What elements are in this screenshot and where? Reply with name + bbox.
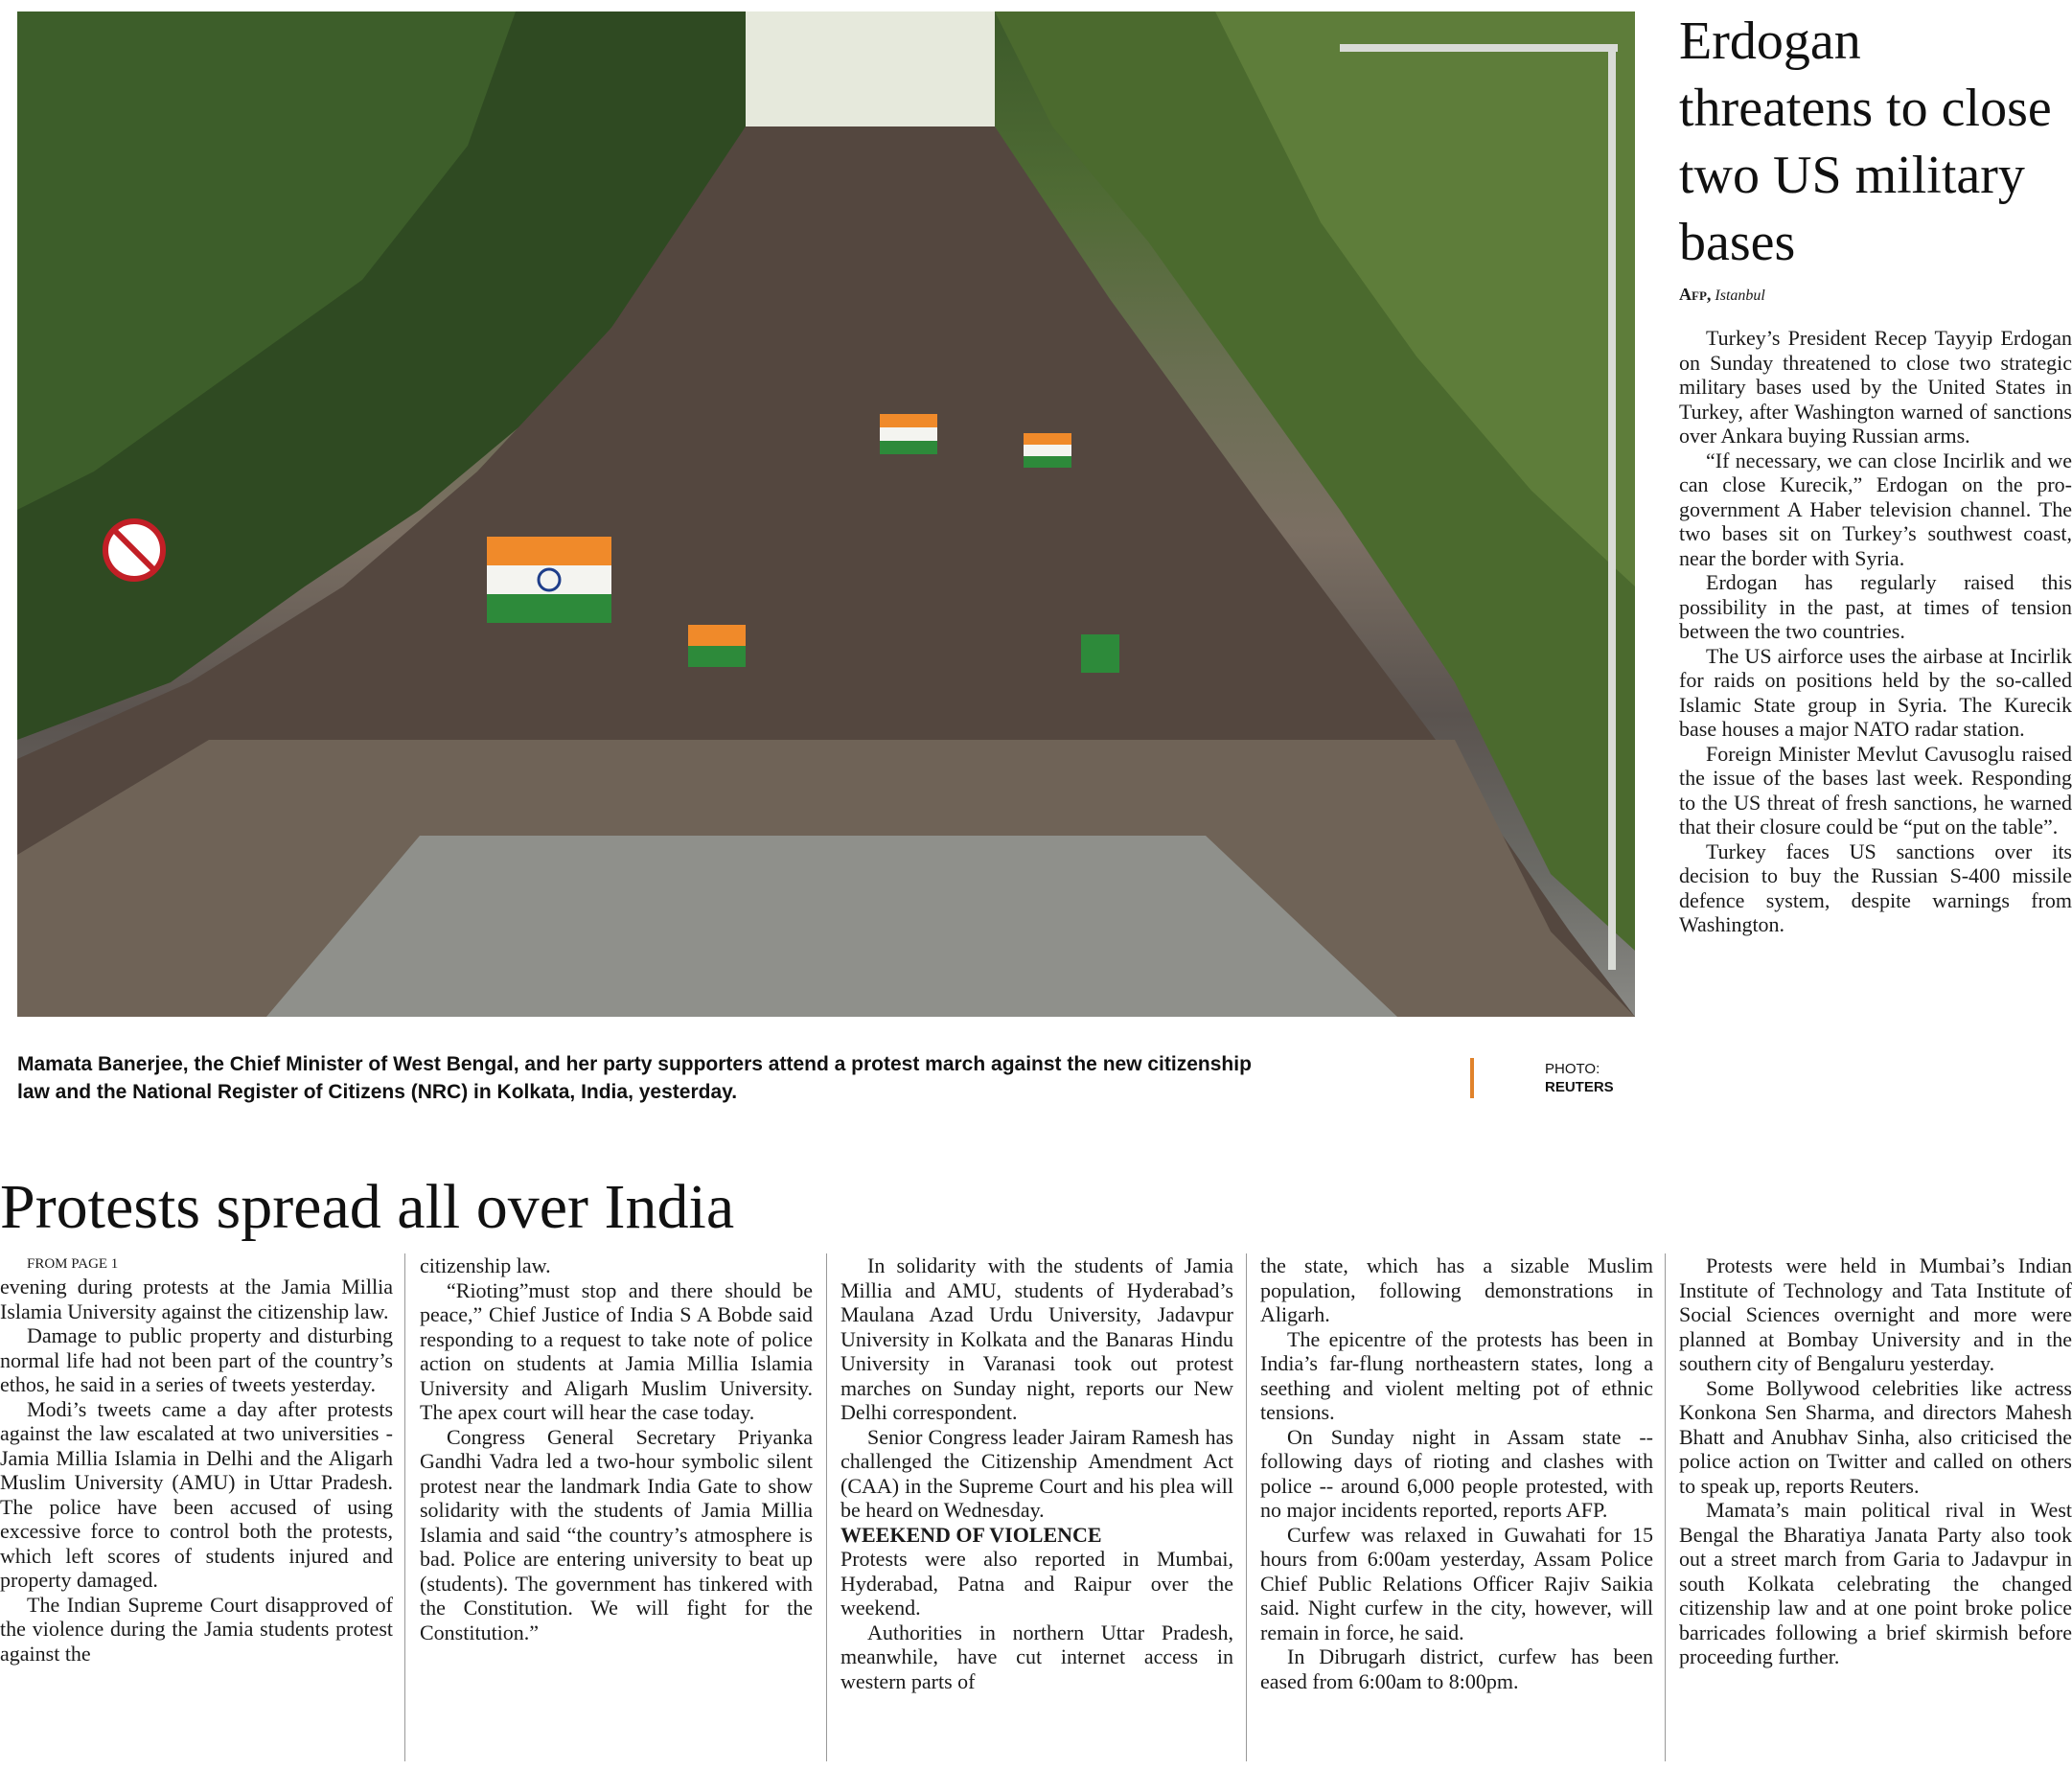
article-paragraph: Damage to public property and disturbing normal life had not been part of the country’s ethos, he said in a series of tweets yesterday. <box>0 1323 393 1396</box>
column-divider <box>1665 1253 1666 1761</box>
article-paragraph: The epicentre of the protests has been in India’s far-flung northeastern states, long a seething and violent melting pot of ethnic tensions. <box>1260 1326 1653 1424</box>
article-paragraph: Congress General Secretary Priyanka Gandhi Vadra led a two-hour symbolic silent protest near the landmark India Gate to show solidarity with the students of Jamia Millia Islamia and said “the country’s atmosphere is bad. Police are entering university to beat up (students). The government has tinkered with the Constitution. We will fight for the Constitution.” <box>420 1424 813 1644</box>
byline-agency: Afp, <box>1679 285 1712 304</box>
article-paragraph: Senior Congress leader Jairam Ramesh has challenged the Citizenship Amendment Act (CAA) in the Supreme Court and his plea will be heard on Wednesday. <box>840 1424 1233 1522</box>
article-subhead: WEEKEND OF VIOLENCE <box>840 1522 1102 1547</box>
main-story-column-2 <box>420 1253 813 1644</box>
side-story-headline: Erdogan threatens to close two US military bases <box>1679 11 2052 272</box>
article-paragraph: Authorities in northern Uttar Pradesh, meanwhile, have cut internet access in western parts of <box>840 1620 1233 1693</box>
article-paragraph: “Rioting”must stop and there should be peace,” Chief Justice of India S A Bobde said responding to a request to take note of police action on students at Jamia Millia Islamia University and Aligarh Muslim University. The apex court will hear the case today. <box>420 1277 813 1424</box>
side-story-paragraph: Foreign Minister Mevlut Cavusoglu raised the issue of the bases last week. Responding to the US threat of fresh sanctions, he warned that their closure could be “put on the table”. <box>1679 741 2072 839</box>
article-paragraph: Curfew was relaxed in Guwahati for 15 hours from 6:00am yesterday, Assam Police Chief Public Relations Officer Rajiv Saikia said. Night curfew in the city, however, will remain in force, he said. <box>1260 1522 1653 1644</box>
column-divider <box>1246 1253 1247 1761</box>
main-story-column-4 <box>1260 1253 1653 1693</box>
main-story-column-5 <box>1679 1253 2072 1669</box>
column-divider <box>826 1253 827 1761</box>
article-paragraph: citizenship law. <box>420 1253 551 1277</box>
article-paragraph: Modi’s tweets came a day after protests against the law escalated at two universities - Jamia Millia Islamia in Delhi and the Aligarh Muslim University (AMU) in Uttar Pradesh. The police have been accused of using excessive force to control both the protests, which left scores of students injured and property damaged. <box>0 1396 393 1592</box>
article-paragraph: Protests were also reported in Mumbai, Hyderabad, Patna and Raipur over the weekend. <box>840 1547 1233 1620</box>
article-paragraph: Some Bollywood celebrities like actress Konkona Sen Sharma, and directors Mahesh Bhatt and Anubhav Sinha, also criticised the police action on Twitter and called on others to speak up, reports Reuters. <box>1679 1375 2072 1498</box>
side-story-paragraph: The US airforce uses the airbase at Incirlik for raids on positions held by the so-called Islamic State group in Syria. The Kurecik base houses a major NATO radar station. <box>1679 643 2072 741</box>
credit-divider <box>1470 1058 1474 1098</box>
side-story-body <box>1679 326 2072 937</box>
article-paragraph: The Indian Supreme Court disapproved of the violence during the Jamia students protest against the <box>0 1592 393 1666</box>
byline-location: Istanbul <box>1715 287 1765 304</box>
photo-credit-label: PHOTO: <box>1545 1061 1600 1077</box>
main-story-headline: Protests spread all over India <box>0 1172 735 1242</box>
side-story-paragraph: Turkey faces US sanctions over its decision to buy the Russian S-400 missile defence system, despite warnings from Washington. <box>1679 839 2072 936</box>
side-story-paragraph: “If necessary, we can close Incirlik and we can close Kurecik,” Erdogan on the pro-government A Haber television channel. The two bases sit on Turkey’s southwest coast, near the border with Syria. <box>1679 448 2072 570</box>
protest-march-photo <box>17 11 1635 1017</box>
photo-caption: Mamata Banerjee, the Chief Minister of West Bengal, and her party supporters attend a protest march against the new citizenship law and the National Register of Citizens (NRC) in Kolkata, India, yesterday. <box>17 1053 1252 1103</box>
main-story-column-1 <box>0 1253 393 1666</box>
side-story-paragraph: Turkey’s President Recep Tayyip Erdogan on Sunday threatened to close two strategic military bases used by the United States in Turkey, after Washington warned of sanctions over Ankara buying Russian arms. <box>1679 326 2072 448</box>
side-story-byline <box>1679 285 1765 305</box>
column-divider <box>404 1253 405 1761</box>
photo-illustration <box>17 11 1635 1017</box>
article-paragraph: Mamata’s main political rival in West Bengal the Bharatiya Janata Party also took out a street march from Garia to Jadavpur in south Kolkata celebrating the changed citizenship law and at one point broke police barricades following a brief skirmish before proceeding further. <box>1679 1498 2072 1668</box>
side-story-paragraph: Erdogan has regularly raised this possibility in the past, at times of tension between the two countries. <box>1679 570 2072 643</box>
from-page-label: FROM PAGE 1 <box>27 1256 119 1272</box>
article-paragraph: On Sunday night in Assam state -- following days of rioting and clashes with police -- around 6,000 people protested, with no major incidents reported, reports AFP. <box>1260 1424 1653 1522</box>
photo-credit <box>1545 1060 1614 1096</box>
article-paragraph: the state, which has a sizable Muslim population, following demonstrations in Aligarh. <box>1260 1253 1653 1326</box>
article-paragraph: evening during protests at the Jamia Millia Islamia University against the citizenship law. <box>0 1275 393 1323</box>
photo-credit-source: REUTERS <box>1545 1079 1614 1095</box>
article-paragraph: In solidarity with the students of Jamia Millia and AMU, students of Hyderabad’s Maulana Azad Urdu University, Jadavpur University in Kolkata and the Banaras Hindu University in Varanasi took out protest marches on Sunday night, reports our New Delhi correspondent. <box>840 1253 1233 1424</box>
article-paragraph: Protests were held in Mumbai’s Indian Institute of Technology and Tata Institute of Social Sciences overnight and more were planned at Bombay University and in the southern city of Bengaluru yesterday. <box>1679 1253 2072 1375</box>
article-paragraph: In Dibrugarh district, curfew has been eased from 6:00am to 8:00pm. <box>1260 1644 1653 1693</box>
main-story-column-3 <box>840 1253 1233 1693</box>
